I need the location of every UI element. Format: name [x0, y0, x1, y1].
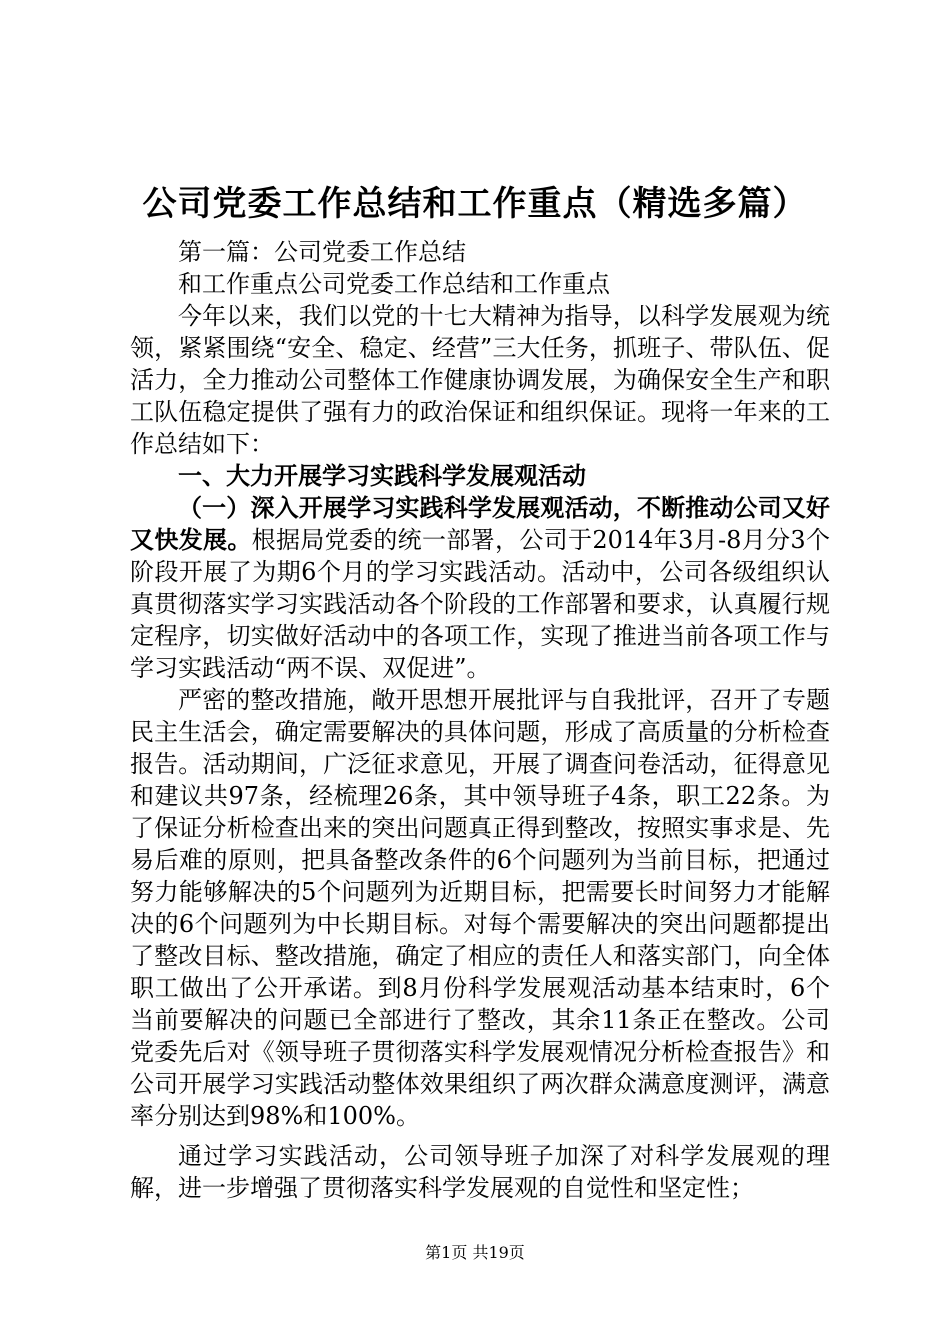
- intro-paragraph: 今年以来，我们以党的十七大精神为指导，以科学发展观为统领，紧紧围绕“安全、稳定、经营”三大任务，抓班子、带队伍、促活力，全力推动公司整体工作健康协调发展，为确保安全生产和职工队伍稳定提供了强有力的政治保证和组织保证。现将一年来的工作总结如下：: [130, 302, 830, 458]
- subtitle-work-focus: 和工作重点公司党委工作总结和工作重点: [178, 270, 610, 298]
- paragraph-3: 通过学习实践活动，公司领导班子加深了对科学发展观的理解，进一步增强了贯彻落实科学发展观的自觉性和坚定性；: [130, 1142, 830, 1202]
- sub-heading-1: （一）深入开展学习实践科学发展观活动，不断推动公司又好又快发展。: [130, 493, 830, 554]
- subtitle-first-article: 第一篇：公司党委工作总结: [178, 238, 466, 266]
- section-heading-1: 一、大力开展学习实践科学发展观活动: [178, 461, 586, 490]
- paragraph-2: 严密的整改措施，敞开思想开展批评与自我批评，召开了专题民主生活会，确定需要解决的具体问题，形成了高质量的分析检查报告。活动期间，广泛征求意见，开展了调查问卷活动，征得意见和建议共97条，经梳理26条，其中领导班子4条，职工22条。为了保证分析检查出来的突出问题真正得到整改，按照实事求是、先易后难的原则，把具备整改条件的6个问题列为当前目标，把通过努力能够解决的5个问题列为近期目标，把需要长时间努力才能解决的6个问题列为中长期目标。对每个需要解决的突出问题都提出了整改目标、整改措施，确定了相应的责任人和落实部门，向全体职工做出了公开承诺。到8月份科学发展观活动基本结束时，6个当前要解决的问题已全部进行了整改，其余11条正在整改。公司党委先后对《领导班子贯彻落实科学发展观情况分析检查报告》和公司开展学习实践活动整体效果组织了两次群众满意度测评，满意率分别达到98%和100%。: [130, 686, 830, 1130]
- document-body: [130, 236, 830, 1204]
- paragraph-1-text: 根据局党委的统一部署，公司于2014年3月-8月分3个阶段开展了为期6个月的学习实践活动。活动中，公司各级组织认真贯彻落实学习实践活动各个阶段的工作部署和要求，认真履行规定程序，切实做好活动中的各项工作，实现了推进当前各项工作与学习实践活动“两不误、双促进”。: [130, 526, 830, 682]
- document-title: 公司党委工作总结和工作重点（精选多篇）: [142, 184, 808, 224]
- paragraph-1: [130, 492, 830, 684]
- page-footer: 第1页 共19页: [425, 1243, 525, 1262]
